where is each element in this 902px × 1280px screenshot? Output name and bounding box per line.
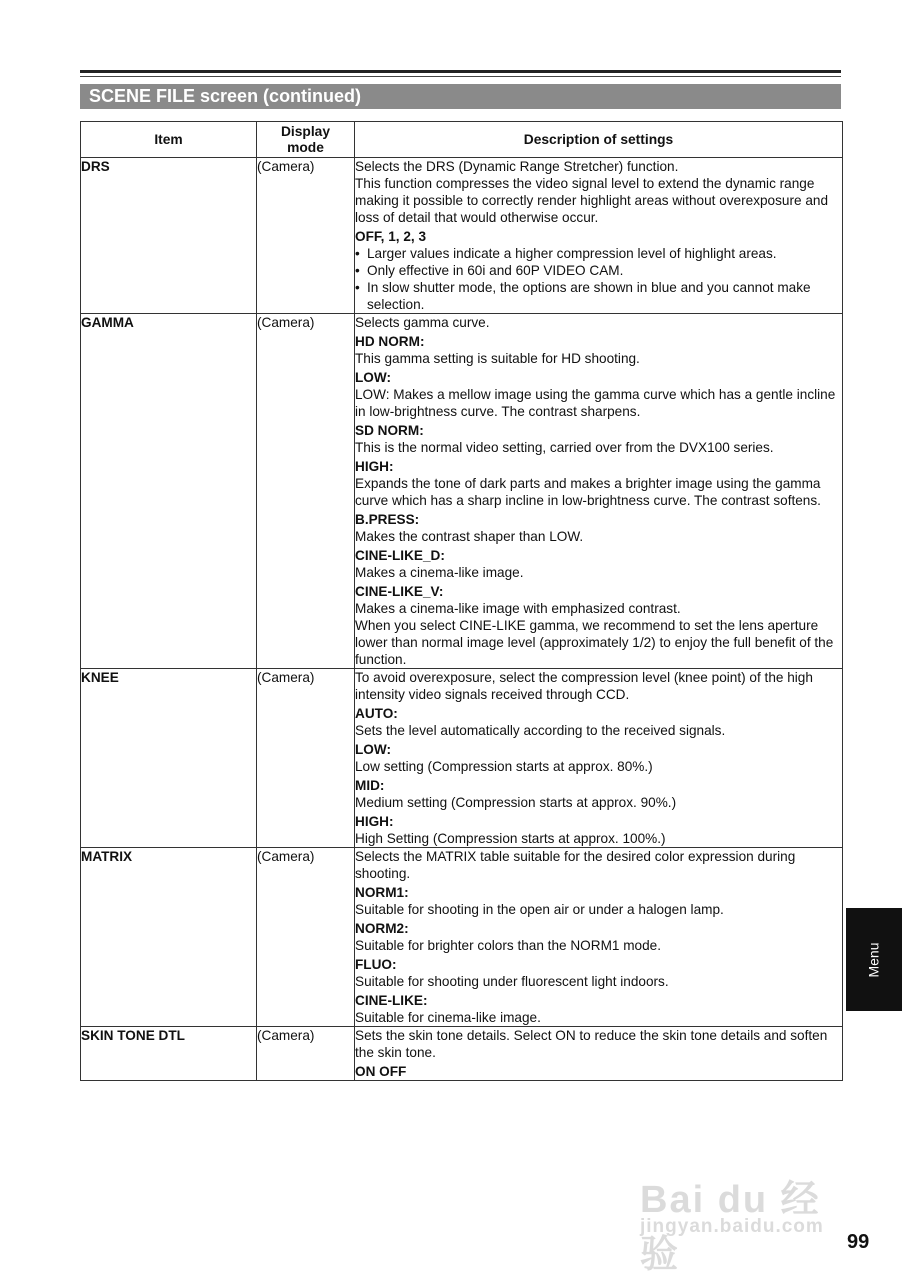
description-text: Suitable for shooting in the open air or under a halogen lamp.: [355, 902, 724, 917]
table-row: [81, 158, 843, 314]
row-display-mode: (Camera): [257, 314, 355, 669]
description-text: Sets the level automatically according to the received signals.: [355, 723, 726, 738]
row-description: [355, 848, 843, 1027]
watermark-url: jingyan.baidu.com: [640, 1216, 824, 1237]
table-row: [81, 669, 843, 848]
description-text: Suitable for cinema-like image.: [355, 1010, 541, 1025]
description-text: Sets the skin tone details. Select ON to reduce the skin tone details and soften the skin tone.: [355, 1028, 828, 1060]
option-heading: HIGH:: [355, 814, 394, 829]
option-heading: NORM1:: [355, 885, 409, 900]
option-heading: CINE-LIKE:: [355, 993, 428, 1008]
description-text: Selects gamma curve.: [355, 315, 490, 330]
option-heading: CINE-LIKE_D:: [355, 548, 445, 563]
option-heading: HD NORM:: [355, 334, 425, 349]
option-heading: B.PRESS:: [355, 512, 420, 527]
table-body: [81, 158, 843, 1081]
option-heading: CINE-LIKE_V:: [355, 584, 444, 599]
row-description: [355, 158, 843, 314]
row-item-name: KNEE: [81, 669, 257, 848]
description-text: When you select CINE-LIKE gamma, we recommend to set the lens aperture lower than normal image level (approximately 1/2) to enjoy the full benefit of the function.: [355, 618, 834, 667]
description-text: This is the normal video setting, carried over from the DVX100 series.: [355, 440, 774, 455]
option-heading: LOW:: [355, 370, 391, 385]
description-text: This function compresses the video signal level to extend the dynamic range making it possible to correctly render highlight areas without overexposure and loss of detail that would otherwise occur.: [355, 176, 829, 225]
top-rule: [80, 70, 841, 73]
top-rule-thin: [80, 76, 841, 77]
header-display-mode: Display mode: [257, 122, 355, 158]
option-heading: MID:: [355, 778, 385, 793]
row-item-name: MATRIX: [81, 848, 257, 1027]
row-item-name: DRS: [81, 158, 257, 314]
description-bullet: [355, 262, 842, 279]
row-display-mode: (Camera): [257, 669, 355, 848]
description-text: LOW: Makes a mellow image using the gamma curve which has a gentle incline in low-brightness curve. The contrast sharpens.: [355, 387, 836, 419]
option-heading: AUTO:: [355, 706, 398, 721]
description-text: Makes a cinema-like image.: [355, 565, 524, 580]
description-text: Makes a cinema-like image with emphasized contrast.: [355, 601, 681, 616]
page-number: 99: [847, 1231, 870, 1253]
row-description: [355, 314, 843, 669]
table-header-row: [81, 122, 843, 158]
description-text: Makes the contrast shaper than LOW.: [355, 529, 584, 544]
description-text: Expands the tone of dark parts and makes a brighter image using the gamma curve which has a sharp incline in low-brightness curve. The contrast softens.: [355, 476, 821, 508]
row-description: [355, 669, 843, 848]
menu-side-tab: [846, 908, 902, 1011]
header-item: Item: [81, 122, 257, 158]
option-heading: ON OFF: [355, 1064, 407, 1079]
table-row: [81, 314, 843, 669]
description-text: Suitable for shooting under fluorescent light indoors.: [355, 974, 669, 989]
row-display-mode: (Camera): [257, 158, 355, 314]
option-heading: LOW:: [355, 742, 391, 757]
table-row: [81, 848, 843, 1027]
row-display-mode: (Camera): [257, 1027, 355, 1081]
option-heading: FLUO:: [355, 957, 397, 972]
bullet-dot-icon: •: [355, 246, 360, 261]
description-text: High Setting (Compression starts at approx. 100%.): [355, 831, 666, 846]
description-text: This gamma setting is suitable for HD shooting.: [355, 351, 640, 366]
bullet-text: Only effective in 60i and 60P VIDEO CAM.: [367, 263, 624, 278]
row-item-name: SKIN TONE DTL: [81, 1027, 257, 1081]
row-item-name: GAMMA: [81, 314, 257, 669]
description-text: Selects the DRS (Dynamic Range Stretcher) function.: [355, 159, 679, 174]
row-display-mode: (Camera): [257, 848, 355, 1027]
table-row: [81, 1027, 843, 1081]
description-text: Selects the MATRIX table suitable for the desired color expression during shooting.: [355, 849, 796, 881]
section-title: SCENE FILE screen (continued): [80, 84, 841, 109]
description-text: To avoid overexposure, select the compression level (knee point) of the high intensity video signals received through CCD.: [355, 670, 813, 702]
description-text: Suitable for brighter colors than the NORM1 mode.: [355, 938, 662, 953]
description-text: Medium setting (Compression starts at approx. 90%.): [355, 795, 677, 810]
header-description: Description of settings: [355, 122, 843, 158]
settings-table: [80, 121, 843, 1081]
description-text: Low setting (Compression starts at approx. 80%.): [355, 759, 653, 774]
option-heading: SD NORM:: [355, 423, 424, 438]
option-heading: NORM2:: [355, 921, 409, 936]
watermark: [640, 1150, 850, 1276]
option-heading: OFF, 1, 2, 3: [355, 229, 427, 244]
bullet-dot-icon: •: [355, 280, 360, 295]
bullet-dot-icon: •: [355, 263, 360, 278]
menu-tab-label: Menu: [866, 941, 882, 978]
description-bullet: [355, 279, 842, 313]
bullet-text: Larger values indicate a higher compression level of highlight areas.: [367, 246, 777, 261]
bullet-text: In slow shutter mode, the options are shown in blue and you cannot make selection.: [367, 280, 811, 312]
description-bullet: [355, 245, 842, 262]
option-heading: HIGH:: [355, 459, 394, 474]
row-description: [355, 1027, 843, 1081]
watermark-logo-text: Bai du 经验: [640, 1179, 821, 1276]
